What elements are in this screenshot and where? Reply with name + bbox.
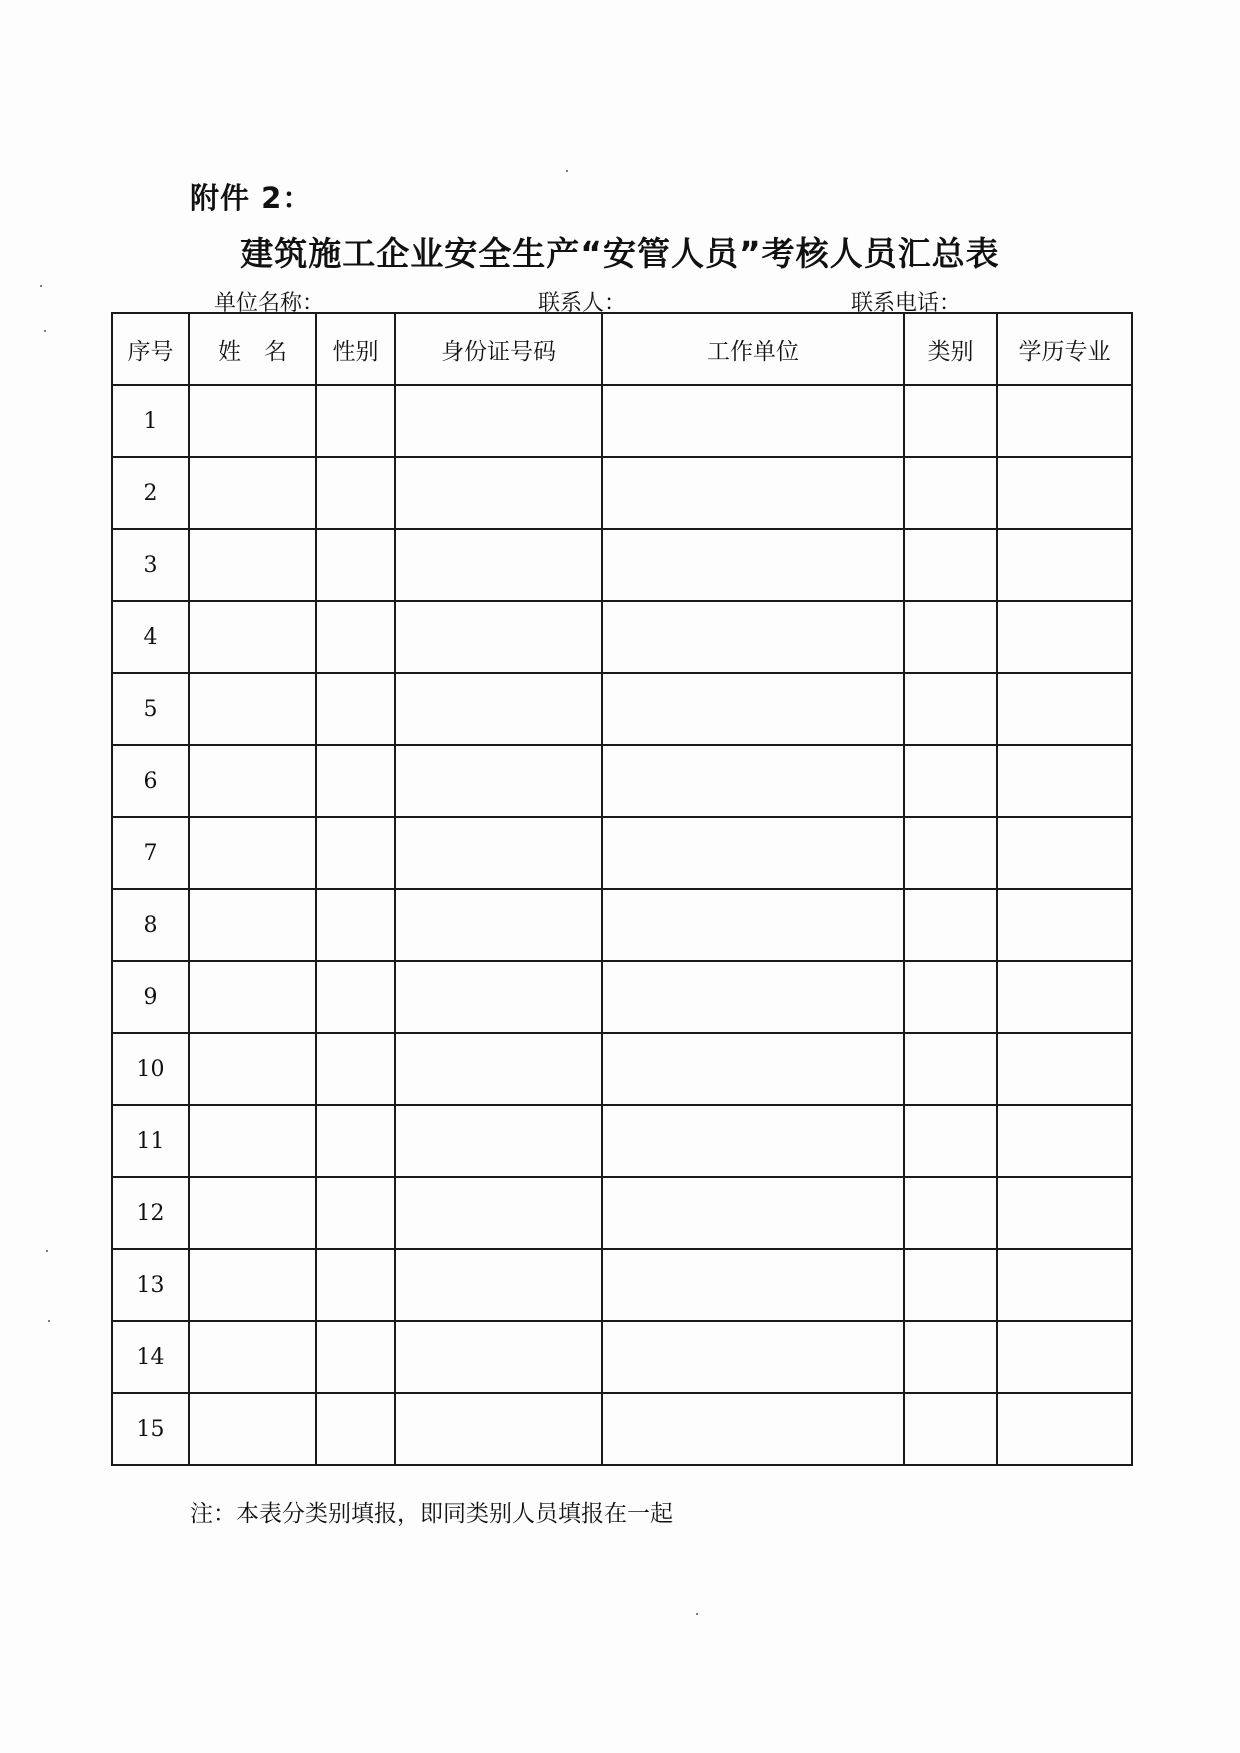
cell-category[interactable] [904,385,997,457]
cell-education[interactable] [997,457,1132,529]
cell-serial: 15 [112,1393,189,1465]
cell-gender[interactable] [316,457,395,529]
cell-category[interactable] [904,529,997,601]
cell-name[interactable] [189,1033,316,1105]
cell-education[interactable] [997,529,1132,601]
cell-education[interactable] [997,1177,1132,1249]
cell-serial: 10 [112,1033,189,1105]
col-header-employer: 工作单位 [602,313,904,385]
cell-education[interactable] [997,961,1132,1033]
cell-category[interactable] [904,457,997,529]
table-header-row [112,313,1132,385]
cell-education[interactable] [997,817,1132,889]
cell-gender[interactable] [316,961,395,1033]
cell-name[interactable] [189,961,316,1033]
cell-id-number[interactable] [395,1249,602,1321]
col-header-name: 姓 名 [189,313,316,385]
cell-id-number[interactable] [395,817,602,889]
attachment-label: 附件 2： [190,181,313,215]
cell-name[interactable] [189,385,316,457]
cell-serial: 4 [112,601,189,673]
unit-name-label: 单位名称： [214,291,325,316]
cell-id-number[interactable] [395,1393,602,1465]
cell-category[interactable] [904,601,997,673]
cell-name[interactable] [189,745,316,817]
scan-speck [48,1320,50,1322]
scan-speck [566,170,568,172]
cell-name[interactable] [189,457,316,529]
table-row [112,385,1132,457]
cell-name[interactable] [189,889,316,961]
cell-gender[interactable] [316,1393,395,1465]
scan-speck [40,285,42,287]
cell-serial: 8 [112,889,189,961]
cell-serial: 1 [112,385,189,457]
cell-serial: 11 [112,1105,189,1177]
table-row [112,817,1132,889]
col-header-category: 类别 [904,313,997,385]
cell-category[interactable] [904,1177,997,1249]
table-row [112,529,1132,601]
table-row [112,889,1132,961]
cell-gender[interactable] [316,1321,395,1393]
cell-employer[interactable] [602,745,904,817]
cell-category[interactable] [904,961,997,1033]
table-row [112,1033,1132,1105]
cell-serial: 14 [112,1321,189,1393]
cell-serial: 9 [112,961,189,1033]
scan-speck [46,1250,48,1252]
cell-employer[interactable] [602,1177,904,1249]
cell-category[interactable] [904,889,997,961]
cell-gender[interactable] [316,889,395,961]
cell-education[interactable] [997,385,1132,457]
cell-employer[interactable] [602,889,904,961]
contact-person-label: 联系人： [538,291,627,316]
cell-id-number[interactable] [395,1105,602,1177]
cell-education[interactable] [997,1105,1132,1177]
cell-gender[interactable] [316,601,395,673]
cell-education[interactable] [997,1033,1132,1105]
cell-education[interactable] [997,1249,1132,1321]
col-header-education: 学历专业 [997,313,1132,385]
cell-category[interactable] [904,1105,997,1177]
cell-name[interactable] [189,817,316,889]
cell-serial: 2 [112,457,189,529]
cell-employer[interactable] [602,817,904,889]
cell-education[interactable] [997,889,1132,961]
cell-gender[interactable] [316,385,395,457]
cell-id-number[interactable] [395,457,602,529]
page-title: 建筑施工企业安全生产“安管人员”考核人员汇总表 [240,234,1000,273]
cell-id-number[interactable] [395,673,602,745]
cell-id-number[interactable] [395,529,602,601]
cell-gender[interactable] [316,817,395,889]
cell-category[interactable] [904,817,997,889]
cell-gender[interactable] [316,1177,395,1249]
table-row [112,1321,1132,1393]
cell-employer[interactable] [602,673,904,745]
cell-gender[interactable] [316,1105,395,1177]
table-row [112,1177,1132,1249]
cell-name[interactable] [189,1393,316,1465]
table-row [112,601,1132,673]
cell-gender[interactable] [316,745,395,817]
scan-speck [44,330,46,332]
personnel-summary-table [111,312,1133,1466]
cell-name[interactable] [189,601,316,673]
cell-employer[interactable] [602,961,904,1033]
cell-employer[interactable] [602,1393,904,1465]
cell-name[interactable] [189,1105,316,1177]
cell-id-number[interactable] [395,745,602,817]
cell-serial: 13 [112,1249,189,1321]
cell-name[interactable] [189,1249,316,1321]
cell-employer[interactable] [602,1321,904,1393]
table-row [112,1393,1132,1465]
table-row [112,1105,1132,1177]
cell-id-number[interactable] [395,1321,602,1393]
table-row [112,457,1132,529]
cell-employer[interactable] [602,1249,904,1321]
cell-category[interactable] [904,1033,997,1105]
cell-id-number[interactable] [395,385,602,457]
cell-serial: 5 [112,673,189,745]
cell-id-number[interactable] [395,1033,602,1105]
cell-education[interactable] [997,601,1132,673]
cell-name[interactable] [189,529,316,601]
cell-serial: 7 [112,817,189,889]
cell-name[interactable] [189,1321,316,1393]
col-header-serial: 序号 [112,313,189,385]
cell-gender[interactable] [316,1249,395,1321]
cell-employer[interactable] [602,385,904,457]
cell-category[interactable] [904,1249,997,1321]
cell-education[interactable] [997,673,1132,745]
cell-serial: 12 [112,1177,189,1249]
cell-education[interactable] [997,1393,1132,1465]
cell-category[interactable] [904,745,997,817]
cell-id-number[interactable] [395,601,602,673]
table-row [112,673,1132,745]
cell-id-number[interactable] [395,1177,602,1249]
cell-id-number[interactable] [395,889,602,961]
scan-speck [696,1613,698,1615]
cell-employer[interactable] [602,601,904,673]
cell-id-number[interactable] [395,961,602,1033]
contact-phone-label: 联系电话： [851,291,962,316]
col-header-gender: 性别 [316,313,395,385]
cell-category[interactable] [904,1321,997,1393]
cell-employer[interactable] [602,1033,904,1105]
table-row [112,961,1132,1033]
cell-name[interactable] [189,673,316,745]
cell-category[interactable] [904,673,997,745]
cell-employer[interactable] [602,1105,904,1177]
cell-gender[interactable] [316,673,395,745]
table-row [112,1249,1132,1321]
cell-serial: 3 [112,529,189,601]
cell-category[interactable] [904,1393,997,1465]
cell-employer[interactable] [602,529,904,601]
table-row [112,745,1132,817]
cell-name[interactable] [189,1177,316,1249]
cell-gender[interactable] [316,1033,395,1105]
cell-gender[interactable] [316,529,395,601]
cell-serial: 6 [112,745,189,817]
cell-education[interactable] [997,1321,1132,1393]
col-header-id-number: 身份证号码 [395,313,602,385]
cell-employer[interactable] [602,457,904,529]
cell-education[interactable] [997,745,1132,817]
table-body [112,385,1132,1465]
footnote: 注：本表分类别填报，即同类别人员填报在一起 [190,1501,673,1527]
